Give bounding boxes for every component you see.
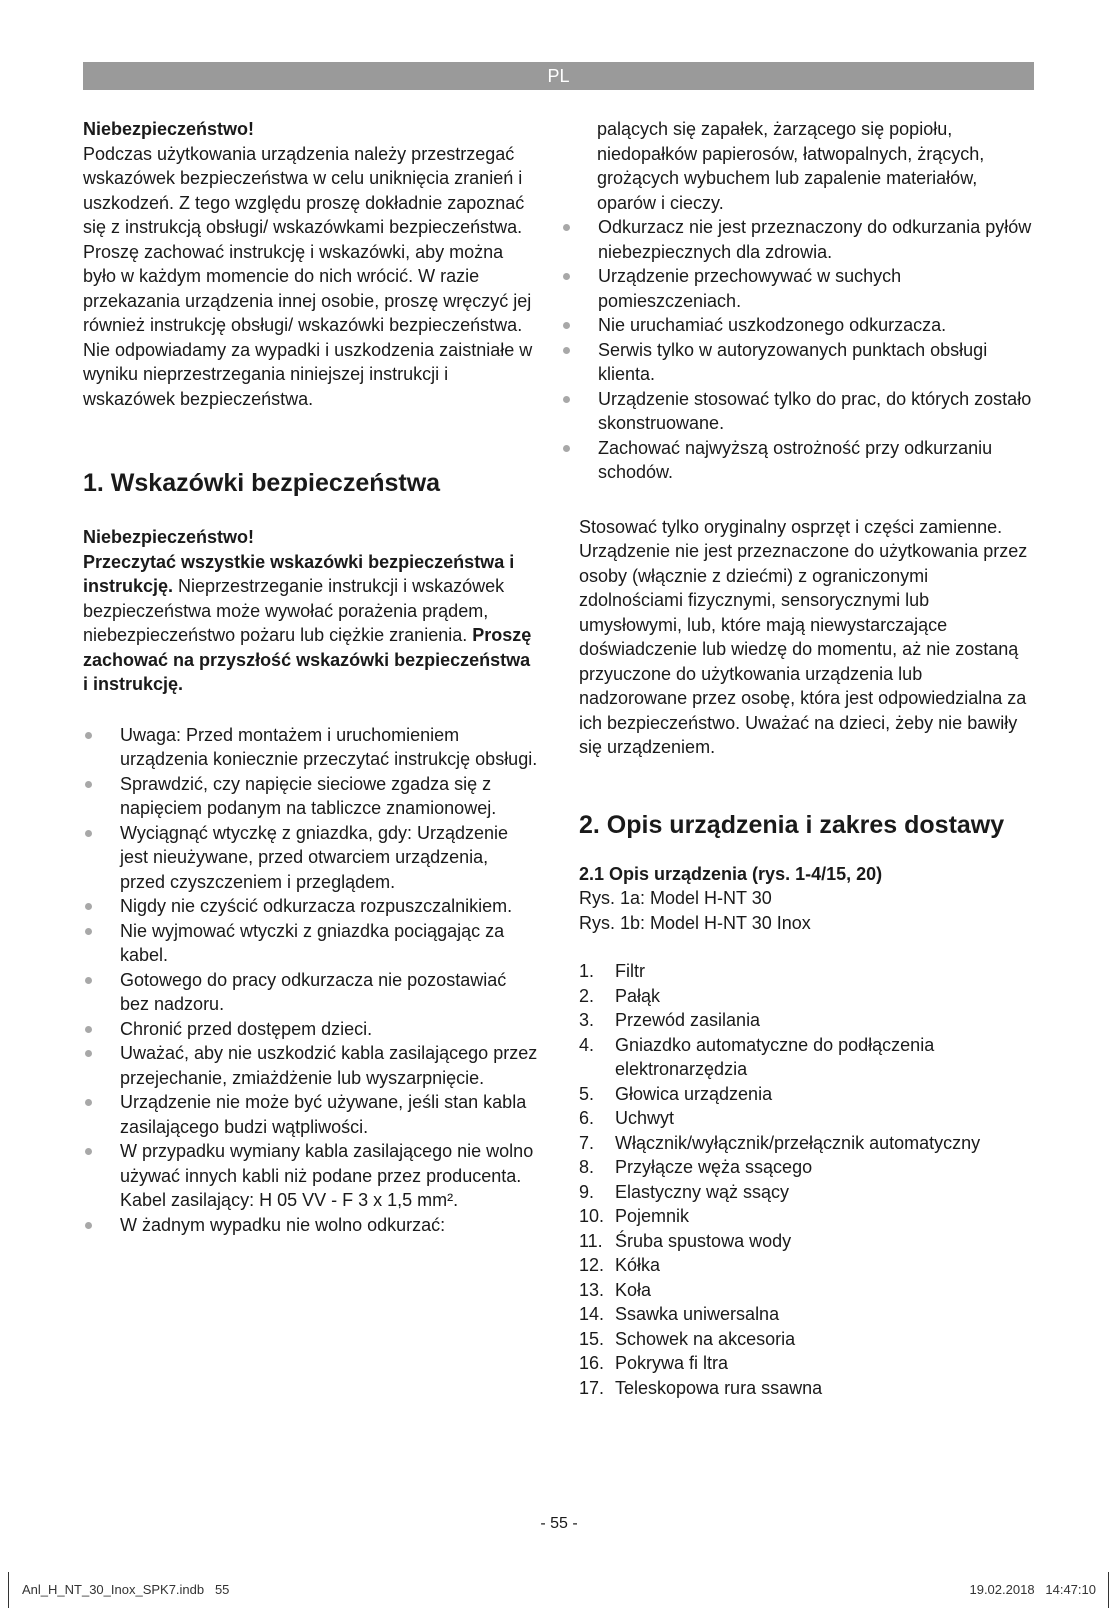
bullet-item: Chronić przed dostępem dzieci. xyxy=(83,1017,538,1042)
bullet-item: Nigdy nie czyścić odkurzacza rozpuszczalnikiem. xyxy=(83,894,538,919)
section-1-title: 1. Wskazówki bezpieczeństwa xyxy=(83,469,441,497)
danger-title: Niebezpieczeństwo! xyxy=(83,119,255,139)
parts-list xyxy=(579,959,1034,1400)
subsection-title: 2.1 Opis urządzenia (rys. 1-4/15, 20) xyxy=(579,863,883,884)
warning-text: Nieprzestrzeganie instrukcji i wskazówek bezpieczeństwa może wywołać porażenia prądem, niebezpieczeństwo pożaru lub ciężkie zranienia. xyxy=(83,576,505,645)
bullet-dot-icon xyxy=(563,445,570,452)
bullet-item: Urządzenie stosować tylko do prac, do których zostało skonstruowane. xyxy=(561,387,1034,436)
bullet-item: Serwis tylko w autoryzowanych punktach obsługi klienta. xyxy=(561,338,1034,387)
parts-list-item: 2. Pałąk xyxy=(579,985,661,1006)
bullet-item: Sprawdzić, czy napięcie sieciowe zgadza się z napięciem podanym na tabliczce znamionowej. xyxy=(83,772,538,821)
bullet-dot-icon xyxy=(85,1050,92,1057)
safety-bullet-list xyxy=(83,723,538,1238)
bullet-dot-icon xyxy=(85,830,92,837)
left-column xyxy=(83,117,538,1237)
bullet-item: Uważać, aby nie uszkodzić kabla zasilającego przez przejechanie, zmiażdżenie lub wyszarpnięcie. xyxy=(83,1041,538,1090)
language-header-bar xyxy=(83,62,1034,90)
parts-list-item: 4. Gniazdko automatyczne do podłączenia elektronarzędzia xyxy=(579,1034,935,1079)
bullet-item: Uwaga: Przed montażem i uruchomieniem urządzenia koniecznie przeczytać instrukcję obsługi. xyxy=(83,723,538,772)
bullet-dot-icon xyxy=(85,977,92,984)
parts-list-item: 11. Śruba spustowa wody xyxy=(579,1230,792,1251)
bullet-dot-icon xyxy=(85,928,92,935)
warning-bold-2: Proszę zachować na przyszłość wskazówki bezpieczeństwa i instrukcję. xyxy=(83,625,532,694)
bullet-item: Nie uruchamiać uszkodzonego odkurzacza. xyxy=(561,313,1034,338)
parts-list-item: 10. Pojemnik xyxy=(579,1206,690,1226)
trim-mark-right xyxy=(1108,1572,1109,1608)
bullet-dot-icon xyxy=(563,322,570,329)
language-label: PL xyxy=(547,66,570,86)
warning-paragraph xyxy=(83,550,538,697)
bullet-dot-icon xyxy=(85,903,92,910)
bullet-item: W żadnym wypadku nie wolno odkurzać: xyxy=(83,1213,538,1238)
parts-list-item: 13. Koła xyxy=(579,1279,652,1300)
footer-timestamp: 19.02.2018 14:47:10 xyxy=(969,1582,1096,1597)
bullet-item: Gotowego do pracy odkurzacza nie pozostawiać bez nadzoru. xyxy=(83,968,538,1017)
parts-list-item: 3. Przewód zasilania xyxy=(579,1010,761,1030)
parts-list-item: 17. Teleskopowa rura ssawna xyxy=(579,1377,823,1398)
bullet-item: Urządzenie nie może być używane, jeśli stan kabla zasilającego budzi wątpliwości. xyxy=(83,1090,538,1139)
bullet-item: Nie wyjmować wtyczki z gniazdka pociągając za kabel. xyxy=(83,919,538,968)
section-2-title: 2. Opis urządzenia i zakres dostawy xyxy=(579,810,1005,839)
bullet-dot-icon xyxy=(563,396,570,403)
safety-bullet-list-2 xyxy=(561,215,1034,485)
continuation-text: palących się zapałek, żarzącego się popiołu, niedopałków papierosów, łatwopalnych, żrących, grożących wybuchem lub zapalenie materiałów, oparów i cieczy. xyxy=(597,119,985,213)
bullet-dot-icon xyxy=(85,1026,92,1033)
parts-list-item: 7. Włącznik/wyłącznik/przełącznik automatyczny xyxy=(579,1132,981,1153)
bullet-dot-icon xyxy=(85,781,92,788)
danger-title-2: Niebezpieczeństwo! xyxy=(83,527,255,547)
bullet-item: Odkurzacz nie jest przeznaczony do odkurzania pyłów niebezpiecznych dla zdrowia. xyxy=(561,215,1034,264)
bullet-item: Wyciągnąć wtyczkę z gniazdka, gdy: Urządzenie jest nieużywane, przed otwarciem urządzenia, przed czyszczeniem i przeglądem. xyxy=(83,821,538,895)
parts-list-item: 8. Przyłącze węża ssącego xyxy=(579,1157,813,1177)
parts-list-item: 9. Elastyczny wąż ssący xyxy=(579,1181,790,1202)
parts-list-item: 12. Kółka xyxy=(579,1255,661,1275)
footer-filename: Anl_H_NT_30_Inox_SPK7.indb 55 xyxy=(22,1582,230,1597)
parts-list-item: 1. Filtr xyxy=(579,961,645,981)
bullet-item: W przypadku wymiany kabla zasilającego nie wolno używać innych kabli niż podane przez producenta. Kabel zasilający: H 05 VV - F 3 x 1,5 mm². xyxy=(83,1139,538,1213)
intro-paragraph: Podczas użytkowania urządzenia należy przestrzegać wskazówek bezpieczeństwa w celu uniknięcia zranień i uszkodzeń. Z tego względu proszę dokładnie zapoznać się z instrukcją obsługi/ wskazówkami bezpieczeństwa. Proszę zachować instrukcję i wskazówki, aby można było w każdym momencie do nich wrócić. W razie przekazania urządzenia innej osobie, proszę wręczyć jej również instrukcję obsługi/ wskazówki bezpieczeństwa. Nie odpowiadamy za wypadki i uszkodzenia zaistniałe w wyniku nieprzestrzegania niniejszej instrukcji i wskazówek bezpieczeństwa. xyxy=(83,143,533,409)
bullet-dot-icon xyxy=(563,273,570,280)
bullet-dot-icon xyxy=(85,1222,92,1229)
bullet-dot-icon xyxy=(563,224,570,231)
bullet-dot-icon xyxy=(85,732,92,739)
parts-list-item: 16. Pokrywa fi ltra xyxy=(579,1353,729,1373)
usage-paragraph: Stosować tylko oryginalny osprzęt i części zamienne. Urządzenie nie jest przeznaczone do użytkowania przez osoby (włącznie z dziećmi) z ograniczonymi zdolnościami fizycznymi, sensorycznymi lub umysłowymi, lub, które mają niewystarczające doświadczenie lub wiedzę do momentu, aż nie zostaną przyuczone do użytkowania urządzenia lub nadzorowane przez osobę, która jest odpowiedzialna za ich bezpieczeństwo. Uważać na dzieci, żeby nie bawiły się urządzeniem. xyxy=(579,516,1028,757)
figure-ref-1: Rys. 1a: Model H-NT 30 xyxy=(579,888,772,908)
figure-ref-2: Rys. 1b: Model H-NT 30 Inox xyxy=(579,912,811,933)
warning-bold-1: Przeczytać wszystkie wskazówki bezpieczeństwa i instrukcję. xyxy=(83,551,515,596)
bullet-dot-icon xyxy=(563,347,570,354)
bullet-dot-icon xyxy=(85,1099,92,1106)
page-number: - 55 - xyxy=(540,1515,578,1532)
bullet-item: Urządzenie przechowywać w suchych pomieszczeniach. xyxy=(561,264,1034,313)
parts-list-item: 5. Głowica urządzenia xyxy=(579,1083,773,1104)
parts-list-item: 6. Uchwyt xyxy=(579,1108,675,1128)
bullet-dot-icon xyxy=(85,1148,92,1155)
trim-mark-left xyxy=(8,1572,9,1608)
right-column xyxy=(579,117,1034,1400)
parts-list-item: 14. Ssawka uniwersalna xyxy=(579,1304,780,1324)
bullet-item: Zachować najwyższą ostrożność przy odkurzaniu schodów. xyxy=(561,436,1034,485)
parts-list-item: 15. Schowek na akcesoria xyxy=(579,1328,796,1349)
